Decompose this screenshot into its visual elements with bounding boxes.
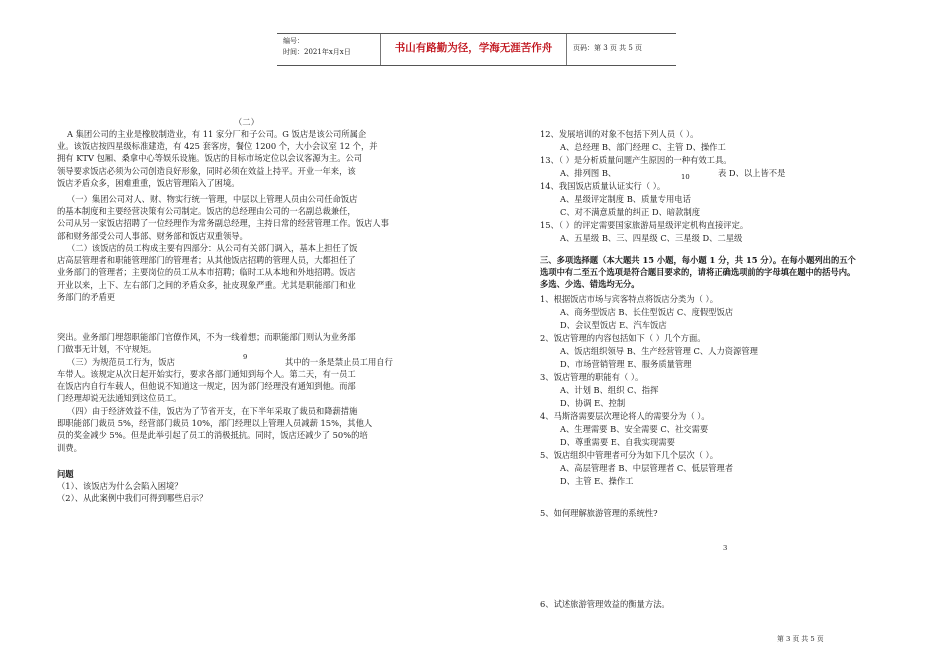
mq5: 5、饭店组织中管理者可分为如下几个层次（ ）。 [540, 450, 719, 460]
q13-options-cont: 表 D、以上皆不是 [718, 168, 786, 178]
header-time: 时间：2021年x月x日 [283, 48, 351, 56]
case-paragraph-5-start: （三）为规范员工行为，饭店 [67, 357, 175, 367]
mq2-options-2: D、市场营销管理 E、服务质量管理 [560, 359, 692, 369]
section-number: （二） [234, 117, 259, 127]
case-paragraph-6: （四）由于经济效益不佳，饭店为了节省开支，在下半年采取了裁员和降薪措施 即职能部门裁员 5%，经营部门裁员 10%，部门经理以上管理人员减薪 15%，其他人 员的奖金减少 5%。但是此举引起了员工的消极抵抗。同时，饭店还减少了 50%的培 训费。 [57, 406, 373, 453]
page-mark-9: 9 [243, 353, 248, 361]
case-paragraph-5: 车带人。该规定从次日起开始实行，要求各部门通知到每个人。第二天，有一员工 在饭店内自行车载人，但他说不知道这一规定，因为部门经理没有通知到他。而部 门经理却说无法通知到这位员工。 [57, 369, 356, 404]
mq2-options-1: A、饭店组织领导 B、生产经营管理 C、人力资源管理 [560, 346, 758, 356]
q12-options: A、总经理 B、部门经理 C、主管 D、操作工 [560, 142, 726, 152]
case-paragraph-3: （二）该饭店的员工构成主要有四部分：从公司有关部门调入，基本上担任了饭 店高层管理者和职能管理部门的管理者；从其他饭店招聘的管理人员，大都担任了 业务部门的管理者；主要岗位的员工从本市招聘；临时工从本地和外地招聘。饭店 开业以来，上下、左右部门之间的矛盾众多，扯皮现象严重。尤其是职能部门和业 务部门的矛盾更 [57, 243, 358, 302]
short-answer-5: 5、如何理解旅游管理的系统性? [540, 508, 658, 518]
questions-title: 问题 [57, 469, 74, 479]
question-1: （1）、该饭店为什么会陷入困境？ [57, 481, 183, 491]
case-paragraph-2: （一）集团公司对人、财、物实行统一管理，中层以上管理人员由公司任命饭店 的基本制度和主要经营决策有公司制定。饭店的总经理由公司的一名副总裁兼任， 公司从另一家饭店招聘了一位经理作为常务副总经理，主持日常的经营管理工作。饭店人事 部和财务部受公司人事部、财务部和饭店双重领导。 [57, 194, 389, 241]
mq4-options-1: A、生理需要 B、安全需要 C、社交需要 [560, 424, 709, 434]
question-2: （2）、从此案例中我们可得到哪些启示？ [57, 493, 208, 503]
section-3-heading: 三、多项选择题（本大题共 15 小题，每小题 1 分，共 15 分）。在每小题列出的五个 选项中有二至五个选项是符合题目要求的，请将正确选项前的字母填在题中的括号内。 多选、少选、错选均无分。 [540, 255, 856, 290]
header-meta [277, 34, 381, 65]
mq3-options-1: A、计划 B、组织 C、指挥 [560, 385, 659, 395]
mq1: 1、根据饭店市场与宾客特点将饭店分类为（ ）。 [540, 294, 719, 304]
q13-options: A、排列图 B、 [560, 168, 617, 178]
q14: 14、我国饭店质量认证实行（ ）。 [540, 181, 666, 191]
short-answer-6: 6、试述旅游管理效益的衡量方法。 [540, 599, 670, 609]
page-header [277, 33, 676, 66]
q12: 12、发展培训的对象不包括下列人员（ ）。 [540, 129, 699, 139]
mq1-options-1: A、商务型饭店 B、长住型饭店 C、度假型饭店 [560, 307, 734, 317]
mq2: 2、饭店管理的内容包括如下（ ）几个方面。 [540, 333, 706, 343]
mq5-options-2: D、主管 E、操作工 [560, 476, 634, 486]
header-motto: 书山有路勤为径，学海无涯苦作舟 [381, 34, 567, 65]
page-mark-3: 3 [723, 544, 728, 552]
case-paragraph-1: A 集团公司的主业是橡胶制造业，有 11 家分厂和子公司。G 饭店是该公司所属企 业。该饭店按四星级标准建造，有 425 套客房，餐位 1200 个，大小会议室 12 个，并 拥有 KTV 包厢、桑拿中心等娱乐设施。饭店的目标市场定位以会议客源为主。公司 领导要求饭店必须为公司创造良好形象，同时必须在效益上持平。开业一年来，该 饭店矛盾众多，困难重重，饭店管理陷入了困境。 [57, 129, 378, 188]
q14-options-2: C、对不满意质量的纠正 D、暗款制度 [560, 207, 701, 217]
header-page-code: 页码：第 3 页 共 5 页 [573, 44, 643, 52]
mq4-options-2: D、尊重需要 E、自我实现需要 [560, 437, 675, 447]
case-paragraph-4: 突出。业务部门埋怨职能部门官僚作风，不为一线着想；而职能部门则认为业务部 门做事无计划，不守规矩。 [57, 332, 356, 355]
mq1-options-2: D、会议型饭店 E、汽车饭店 [560, 320, 667, 330]
mq4: 4、马斯洛需要层次理论将人的需要分为（ ）。 [540, 411, 710, 421]
mq3: 3、饭店管理的职能有（ ）。 [540, 372, 644, 382]
q13: 13、（ ）是分析质量问题产生原因的一种有效工具。 [540, 155, 732, 165]
footer-page-number: 第 3 页 共 5 页 [777, 635, 824, 643]
q14-options-1: A、星级评定制度 B、质量专用电话 [560, 194, 691, 204]
mq3-options-2: D、协调 E、控制 [560, 398, 626, 408]
q15: 15、（ ）的评定需要国家旅游局星级评定机构直接评定。 [540, 220, 749, 230]
q15-options: A、五星级 B、三、四星级 C、三星级 D、二星级 [560, 233, 743, 243]
case-paragraph-5-cont: 其中的一条是禁止员工用自行 [285, 357, 393, 367]
page-mark-10: 10 [681, 173, 690, 181]
mq5-options-1: A、高层管理者 B、中层管理者 C、低层管理者 [560, 463, 734, 473]
header-number-label: 编号： [283, 37, 304, 45]
